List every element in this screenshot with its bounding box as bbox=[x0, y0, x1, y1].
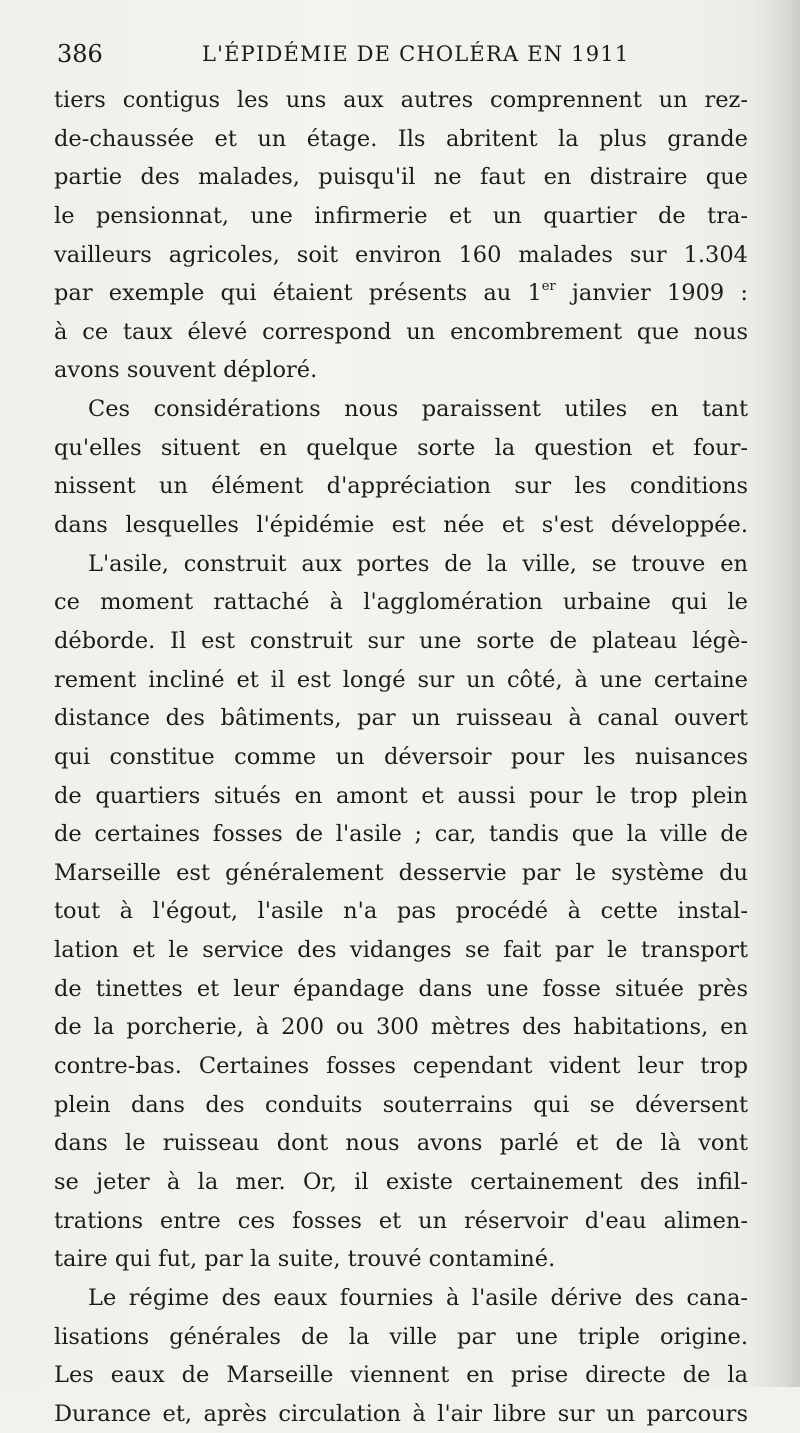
text-line: Marseille est généralement desservie par le système du bbox=[54, 859, 748, 886]
running-title: L'ÉPIDÉMIE DE CHOLÉRA EN 1911 bbox=[202, 42, 630, 66]
text-line: taire qui fut, par la suite, trouvé contaminé. bbox=[54, 1246, 556, 1273]
text-segment: par exemple qui étaient présents au 1 bbox=[54, 280, 542, 307]
text-line: de tinettes et leur épandage dans une fosse située près bbox=[54, 975, 748, 1002]
text-line: de la porcherie, à 200 ou 300 mètres des habitations, en bbox=[54, 1014, 748, 1041]
page-edge-shadow bbox=[754, 0, 800, 1387]
text-line: le pensionnat, une infirmerie et un quartier de tra- bbox=[54, 202, 748, 229]
text-line: qui constitue comme un déversoir pour les nuisances bbox=[54, 743, 748, 770]
ordinal-superscript: er bbox=[541, 279, 556, 295]
text-line: Durance et, après circulation à l'air libre sur un parcours bbox=[54, 1400, 748, 1427]
text-line: contre-bas. Certaines fosses cependant vident leur trop bbox=[54, 1053, 748, 1080]
text-line: lation et le service des vidanges se fait par le transport bbox=[54, 937, 748, 964]
page-header bbox=[57, 40, 747, 76]
text-line: dans le ruisseau dont nous avons parlé et de là vont bbox=[54, 1130, 748, 1157]
text-line: Les eaux de Marseille viennent en prise directe de la bbox=[54, 1362, 748, 1389]
text-line: de-chaussée et un étage. Ils abritent la plus grande bbox=[54, 125, 748, 152]
text-line: déborde. Il est construit sur une sorte de plateau légè- bbox=[54, 627, 748, 654]
text-line: ce moment rattaché à l'agglomération urbaine qui le bbox=[54, 589, 748, 616]
text-line: de quartiers situés en amont et aussi pour le trop plein bbox=[54, 782, 748, 809]
text-line: tout à l'égout, l'asile n'a pas procédé à cette instal- bbox=[54, 898, 748, 925]
text-line: lisations générales de la ville par une triple origine. bbox=[54, 1323, 748, 1350]
text-line: plein dans des conduits souterrains qui se déversent bbox=[54, 1091, 748, 1118]
text-line: L'asile, construit aux portes de la ville, se trouve en bbox=[88, 550, 748, 577]
text-line: nissent un élément d'appréciation sur les conditions bbox=[54, 473, 748, 500]
text-line: trations entre ces fosses et un réservoir d'eau alimen- bbox=[54, 1207, 748, 1234]
text-line-with-ordinal bbox=[54, 274, 748, 313]
page-number: 386 bbox=[57, 40, 103, 68]
text-line: vailleurs agricoles, soit environ 160 malades sur 1.304 bbox=[54, 241, 748, 268]
text-line: tiers contigus les uns aux autres comprennent un rez- bbox=[54, 87, 748, 113]
body-text bbox=[54, 81, 748, 1433]
text-line: de certaines fosses de l'asile ; car, tandis que la ville de bbox=[54, 821, 748, 848]
text-line: se jeter à la mer. Or, il existe certainement des infil- bbox=[54, 1168, 748, 1195]
text-line: dans lesquelles l'épidémie est née et s'est développée. bbox=[54, 512, 748, 539]
text-line: rement incliné et il est longé sur un côté, à une certaine bbox=[54, 666, 748, 693]
text-line: distance des bâtiments, par un ruisseau à canal ouvert bbox=[54, 705, 748, 732]
text-line: partie des malades, puisqu'il ne faut en distraire que bbox=[54, 164, 748, 191]
text-line: à ce taux élevé correspond un encombrement que nous bbox=[54, 318, 748, 345]
text-line: qu'elles situent en quelque sorte la question et four- bbox=[54, 434, 748, 461]
text-line: Le régime des eaux fournies à l'asile dérive des cana- bbox=[88, 1284, 748, 1311]
text-segment: janvier 1909 : bbox=[555, 280, 748, 307]
text-line: Ces considérations nous paraissent utiles en tant bbox=[88, 396, 748, 423]
text-line: avons souvent déploré. bbox=[54, 357, 318, 384]
